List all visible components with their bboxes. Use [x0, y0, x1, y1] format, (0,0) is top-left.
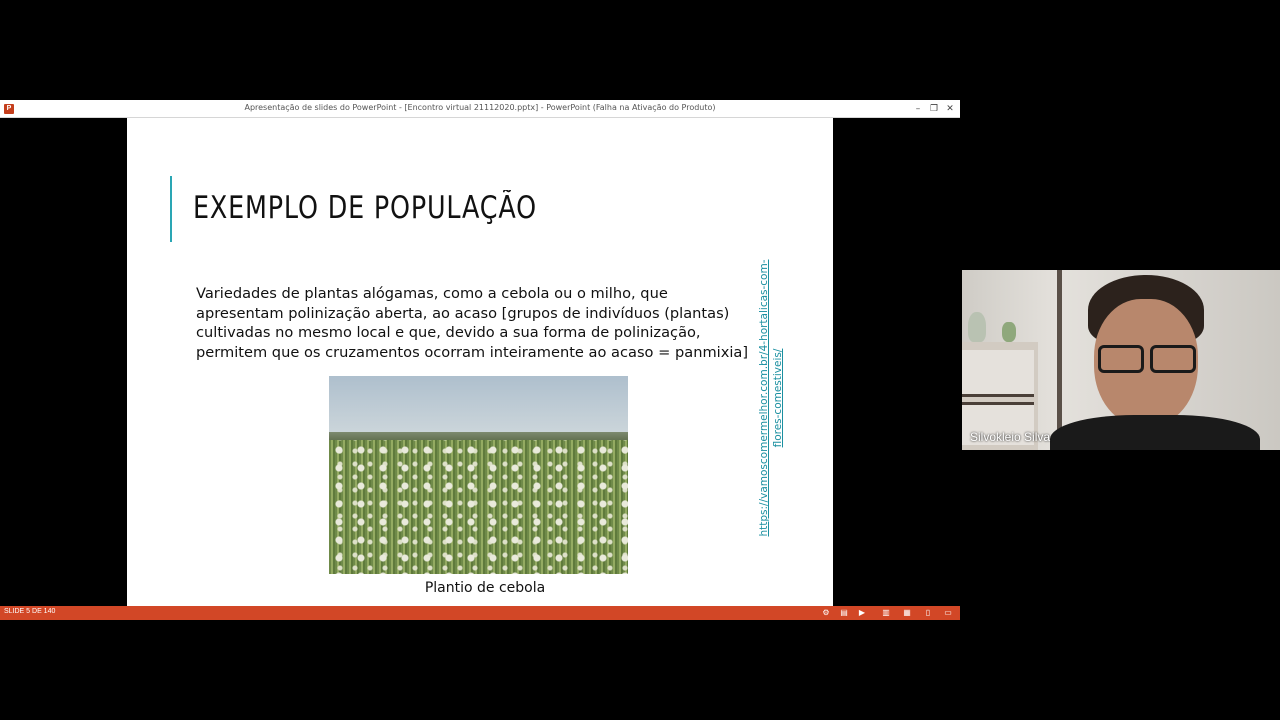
source-link-text[interactable]: https://vamoscomermelhor.com.br/4-hortalicas-com-flores-comestiveis/ — [758, 259, 784, 537]
window-title: Apresentação de slides do PowerPoint - [Encontro virtual 21112020.pptx] - PowerPoint (Falha na Ativação do Produto) — [244, 103, 716, 112]
normal-view-icon[interactable]: ▥ — [882, 608, 890, 617]
restore-button[interactable]: ❐ — [929, 104, 939, 114]
person-glasses — [1080, 345, 1196, 375]
play-icon[interactable]: ▶ — [858, 608, 866, 617]
close-button[interactable]: ✕ — [946, 104, 954, 114]
settings-icon[interactable]: ⚙ — [822, 608, 830, 617]
video-drawer-top — [962, 350, 1034, 397]
video-door-frame — [1057, 270, 1062, 450]
slide-counter: SLIDE 5 DE 140 — [4, 608, 56, 615]
glasses-lens-left — [1098, 345, 1144, 373]
participant-name: Silvokleio Silva — [970, 430, 1051, 444]
onion-field-photo — [329, 376, 628, 574]
video-vase — [968, 312, 986, 342]
photo-field — [329, 440, 628, 574]
status-bar — [0, 606, 960, 620]
reading-view-icon[interactable]: ▯ — [925, 608, 931, 617]
participant-video-tile[interactable] — [962, 270, 1280, 450]
minimize-button[interactable]: – — [915, 104, 921, 114]
slide — [127, 118, 833, 606]
slide-sorter-icon[interactable]: ▦ — [903, 608, 911, 617]
video-plant — [1002, 322, 1016, 342]
photo-sky — [329, 376, 628, 440]
source-link[interactable] — [757, 248, 790, 548]
video-person — [1080, 275, 1230, 450]
slide-body-text: Variedades de plantas alógamas, como a cebola ou o milho, que apresentam polinização aberta, ao acaso [grupos de indivíduos (plantas) cultivadas no mesmo local e que, devido a sua forma de polinização, permitem que os cruzamentos ocorram inteiramente ao acaso = panmixia] — [196, 285, 749, 361]
person-shirt — [1050, 415, 1260, 450]
powerpoint-icon: P — [4, 104, 14, 114]
slideshow-icon[interactable]: ▭ — [944, 608, 952, 617]
title-accent-bar — [170, 176, 172, 242]
glasses-lens-right — [1150, 345, 1196, 373]
photo-caption: Plantio de cebola — [424, 580, 546, 596]
notes-icon[interactable]: ▤ — [840, 608, 848, 617]
powerpoint-window — [0, 100, 960, 620]
slide-title: EXEMPLO DE POPULAÇÃO — [193, 190, 537, 226]
window-titlebar — [0, 100, 960, 118]
